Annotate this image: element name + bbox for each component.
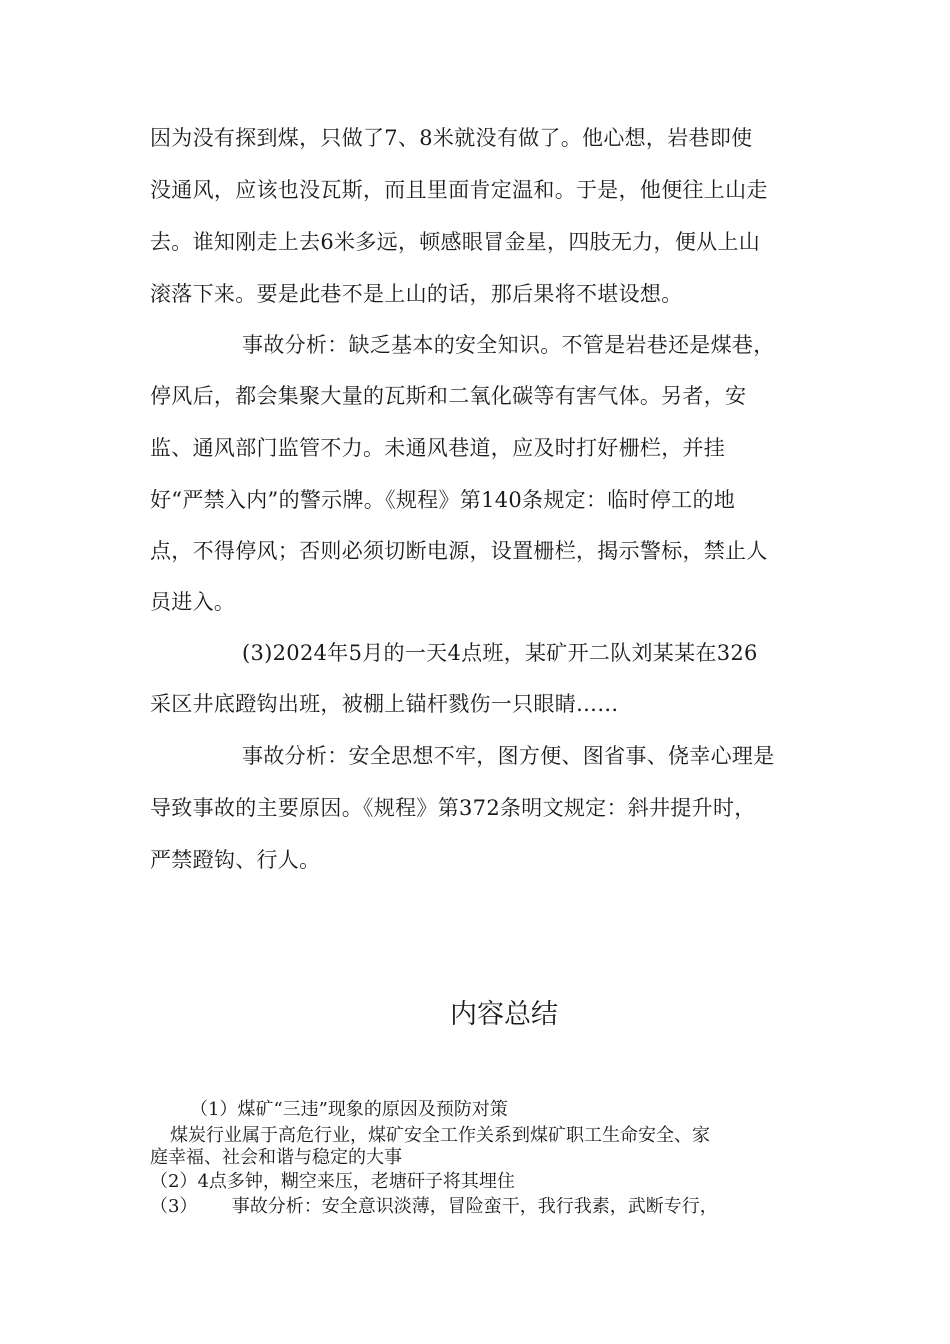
body-line: 好“严禁入内”的警示牌。《规程》第140条规定：临时停工的地 <box>150 488 736 512</box>
body-line: 点，不得停风；否则必须切断电源，设置栅栏，揭示警标，禁止人 <box>150 539 768 563</box>
summary-line: 煤炭行业属于高危行业，煤矿安全工作关系到煤矿职工生命安全、家 <box>170 1125 710 1146</box>
body-line: 监、通风部门监管不力。未通风巷道，应及时打好栅栏，并挂 <box>150 436 726 460</box>
body-line: 滚落下来。要是此巷不是上山的话，那后果将不堪设想。 <box>150 282 683 306</box>
body-line: (3)2024年5月的一天4点班，某矿开二队刘某某在326 <box>242 641 758 665</box>
body-line: 停风后，都会集聚大量的瓦斯和二氧化碳等有害气体。另者，安 <box>150 384 747 408</box>
body-line: 去。谁知刚走上去6米多远，顿感眼冒金星，四肢无力，便从上山 <box>150 230 761 254</box>
summary-line: 庭幸福、社会和谐与稳定的大事 <box>150 1147 402 1168</box>
summary-line: （2）4点多钟，糊空来压，老塘矸子将其埋住 <box>150 1171 515 1192</box>
body-line: 导致事故的主要原因。《规程》第372条明文规定：斜井提升时， <box>150 796 756 820</box>
body-line: 事故分析：缺乏基本的安全知识。不管是岩巷还是煤巷， <box>242 333 775 357</box>
summary-line: （3） 事故分析：安全意识淡薄，冒险蛮干，我行我素，武断专行， <box>150 1196 718 1217</box>
body-line: 因为没有探到煤，只做了7、8米就没有做了。他心想，岩巷即使 <box>150 126 753 150</box>
body-line: 严禁蹬钩、行人。 <box>150 848 321 872</box>
summary-line: （1）煤矿“三违”现象的原因及预防对策 <box>190 1099 508 1120</box>
summary-title: 内容总结 <box>450 999 558 1030</box>
body-line: 采区井底蹬钩出班，被棚上锚杆戮伤一只眼睛…… <box>150 692 619 716</box>
body-line: 事故分析：安全思想不牢，图方便、图省事、侥幸心理是 <box>242 744 775 768</box>
body-line: 没通风，应该也没瓦斯，而且里面肯定温和。于是，他便往上山走 <box>150 178 768 202</box>
body-line: 员进入。 <box>150 590 236 614</box>
